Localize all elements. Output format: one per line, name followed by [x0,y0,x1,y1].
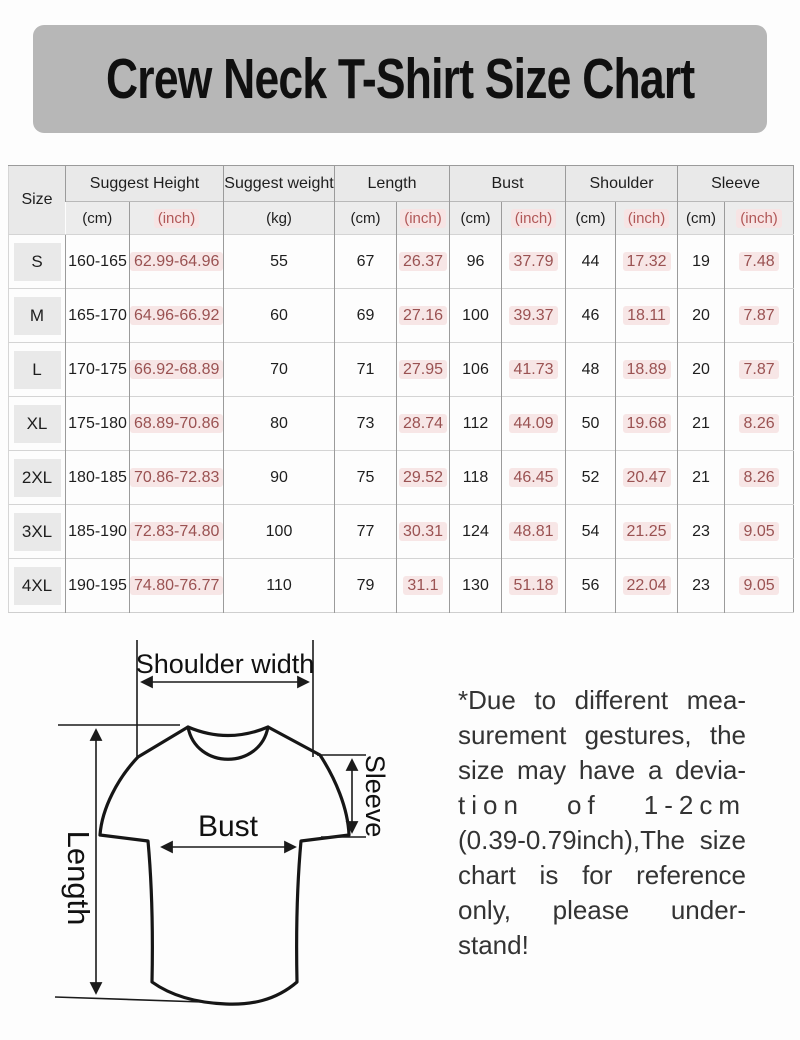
inch-value: 41.73 [509,360,557,379]
unit-header-kg: (kg) [224,202,335,235]
table-cell: 69 [335,289,397,343]
unit-header-inch-text: (inch) [736,209,782,228]
size-row-M [9,289,794,343]
disclaimer-line: chart is for reference [458,860,746,890]
table-cell: 100 [450,289,502,343]
table-cell: 130 [450,559,502,613]
table-cell [130,343,224,397]
inch-value: 19.68 [623,414,671,433]
shoulder-width-label: Shoulder width [135,649,315,679]
table-cell [725,505,794,559]
table-cell: 50 [566,397,616,451]
table-cell [616,343,678,397]
table-cell: 165-170 [66,289,130,343]
table-cell: 185-190 [66,505,130,559]
table-cell [725,235,794,289]
table-cell [397,397,450,451]
inch-value: 30.31 [399,522,447,541]
inch-value: 48.81 [509,522,557,541]
size-label: 3XL [9,505,66,559]
disclaimer-line: *Due to different mea- [458,685,746,715]
inch-value: 39.37 [509,306,557,325]
length-label: Length [61,830,96,926]
unit-header-cm: (cm) [335,202,397,235]
table-cell: 56 [566,559,616,613]
table-cell: 21 [678,397,725,451]
inch-value: 7.87 [739,306,778,325]
table-cell: 77 [335,505,397,559]
disclaimer-line: only, please under- [458,895,746,925]
column-header-shoulder: Shoulder [566,166,678,202]
unit-header-cm: (cm) [678,202,725,235]
table-cell: 96 [450,235,502,289]
disclaimer-line: (0.39-0.79inch),The size [458,825,746,855]
inch-value: 72.83-74.80 [130,522,223,541]
table-cell [616,451,678,505]
inch-value: 8.26 [739,414,778,433]
table-group-header-row [9,166,794,202]
table-cell [130,289,224,343]
sleeve-label: Sleeve [360,754,390,838]
size-label: 2XL [9,451,66,505]
column-header-suggest-weight: Suggest weight [224,166,335,202]
inch-value: 74.80-76.77 [130,576,223,595]
table-cell: 21 [678,451,725,505]
table-cell [616,289,678,343]
table-cell [616,397,678,451]
table-cell: 112 [450,397,502,451]
table-cell [397,505,450,559]
unit-header-cm: (cm) [566,202,616,235]
table-cell: 23 [678,505,725,559]
table-cell [616,235,678,289]
table-cell: 75 [335,451,397,505]
size-label: M [9,289,66,343]
inch-value: 28.74 [399,414,447,433]
table-cell: 160-165 [66,235,130,289]
table-cell: 118 [450,451,502,505]
disclaimer-line: tion of 1-2cm [458,790,746,820]
inch-value: 29.52 [399,468,447,487]
unit-header-cm: (cm) [450,202,502,235]
size-row-4XL [9,559,794,613]
inch-value: 17.32 [623,252,671,271]
column-header-length: Length [335,166,450,202]
inch-value: 26.37 [399,252,447,271]
table-cell [502,235,566,289]
table-cell [130,235,224,289]
inch-value: 66.92-68.89 [130,360,223,379]
table-cell: 60 [224,289,335,343]
inch-value: 21.25 [623,522,671,541]
table-cell [725,289,794,343]
unit-header-cm: (cm) [66,202,130,235]
size-row-2XL [9,451,794,505]
inch-value: 18.89 [623,360,671,379]
page-title: Crew Neck T-Shirt Size Chart [105,47,695,111]
inch-value: 22.04 [623,576,671,595]
size-label: 4XL [9,559,66,613]
table-cell: 175-180 [66,397,130,451]
table-cell [502,289,566,343]
table-cell: 124 [450,505,502,559]
table-cell: 52 [566,451,616,505]
table-cell: 170-175 [66,343,130,397]
inch-value: 51.18 [509,576,557,595]
table-cell: 23 [678,559,725,613]
size-label: XL [9,397,66,451]
inch-value: 20.47 [623,468,671,487]
inch-value: 62.99-64.96 [130,252,223,271]
inch-value: 64.96-66.92 [130,306,223,325]
inch-value: 9.05 [739,576,778,595]
unit-header-inch-text: (inch) [511,209,557,228]
table-cell [130,505,224,559]
table-cell [725,559,794,613]
table-cell [725,451,794,505]
table-cell: 20 [678,343,725,397]
unit-header-inch [397,202,450,235]
inch-value: 9.05 [739,522,778,541]
table-cell [130,451,224,505]
table-cell [725,397,794,451]
title-banner [33,25,767,133]
table-cell [397,235,450,289]
bust-label: Bust [197,810,259,843]
size-row-S [9,235,794,289]
inch-value: 27.16 [399,306,447,325]
table-cell: 48 [566,343,616,397]
unit-header-inch-text: (inch) [154,209,200,228]
size-table [8,165,794,613]
table-cell: 110 [224,559,335,613]
table-cell: 54 [566,505,616,559]
table-cell [130,559,224,613]
table-cell [397,559,450,613]
inch-value: 18.11 [623,306,670,325]
table-cell: 190-195 [66,559,130,613]
table-cell [616,505,678,559]
table-cell: 20 [678,289,725,343]
table-cell [397,451,450,505]
size-label: S [9,235,66,289]
inch-value: 31.1 [403,576,442,595]
unit-header-inch [725,202,794,235]
inch-value: 27.95 [399,360,447,379]
table-cell [725,343,794,397]
table-cell [130,397,224,451]
size-label: L [9,343,66,397]
table-cell: 44 [566,235,616,289]
unit-header-inch [502,202,566,235]
table-cell [502,397,566,451]
disclaimer-line: size may have a devia- [458,755,746,785]
column-header-suggest-height: Suggest Height [66,166,224,202]
table-cell: 71 [335,343,397,397]
table-cell: 67 [335,235,397,289]
inch-value: 7.48 [739,252,778,271]
table-unit-header-row [9,202,794,235]
tshirt-measurement-diagram [30,630,450,1040]
inch-value: 68.89-70.86 [130,414,223,433]
inch-value: 8.26 [739,468,778,487]
table-cell: 80 [224,397,335,451]
table-cell [502,451,566,505]
table-cell [616,559,678,613]
unit-header-inch-text: (inch) [400,209,446,228]
measurement-disclaimer [458,683,746,963]
tshirt-outline-drawing [100,727,349,1004]
column-header-bust: Bust [450,166,566,202]
inch-value: 70.86-72.83 [130,468,223,487]
column-header-sleeve: Sleeve [678,166,794,202]
table-cell: 180-185 [66,451,130,505]
unit-header-inch [130,202,224,235]
table-cell [502,559,566,613]
size-row-XL [9,397,794,451]
table-cell [502,343,566,397]
table-cell: 55 [224,235,335,289]
table-cell [397,343,450,397]
size-row-3XL [9,505,794,559]
table-cell: 90 [224,451,335,505]
inch-value: 37.79 [509,252,557,271]
table-cell: 73 [335,397,397,451]
table-cell [502,505,566,559]
table-cell: 106 [450,343,502,397]
table-cell: 46 [566,289,616,343]
table-cell: 79 [335,559,397,613]
unit-header-inch [616,202,678,235]
table-cell [397,289,450,343]
table-cell: 19 [678,235,725,289]
size-row-L [9,343,794,397]
inch-value: 44.09 [509,414,557,433]
table-cell: 70 [224,343,335,397]
disclaimer-line: stand! [458,930,529,960]
column-header-size: Size [9,166,66,235]
table-cell: 100 [224,505,335,559]
disclaimer-line: surement gestures, the [458,720,746,750]
inch-value: 46.45 [509,468,557,487]
inch-value: 7.87 [739,360,778,379]
unit-header-inch-text: (inch) [624,209,670,228]
